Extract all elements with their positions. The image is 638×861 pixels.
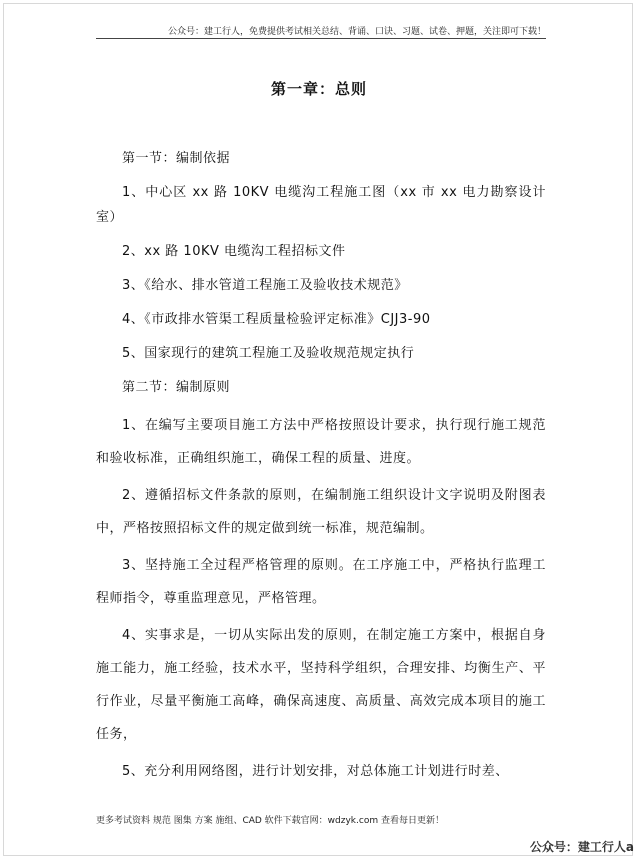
watermark: 公众号：建工行人a (529, 840, 634, 854)
list-item: 2、遵循招标文件条款的原则，在编制施工组织设计文字说明及附图表中，严格按照招标文件的规定做到统一标准，规范编制。 (96, 488, 546, 536)
list-item: 5、充分利用网络图，进行计划安排，对总体施工计划进行时差、 (122, 764, 509, 779)
list-item: 3、坚持施工全过程严格管理的原则。在工序施工中，严格执行监理工程师指令，尊重监理意见，严格管理。 (96, 558, 546, 606)
list-item: 4、《市政排水管渠工程质量检验评定标准》CJJ3-90 (122, 312, 431, 327)
header-note: 公众号：建工行人，免费提供考试相关总结、背诵、口诀、习题、试卷、押题，关注即可下载！ (167, 27, 546, 37)
document-body (96, 146, 546, 792)
list-item: 5、国家现行的建筑工程施工及验收规范规定执行 (122, 346, 415, 361)
chapter-title: 第一章：总则 (270, 80, 367, 98)
list-item: 3、《给水、排水管道工程施工及验收技术规范》 (122, 278, 408, 293)
section-heading: 第一节：编制依据 (122, 151, 231, 166)
footer-note: 更多考试资料 规范 图集 方案 施组、CAD 软件下载官网：wdzyk.com 查看每日更新！ (96, 816, 444, 826)
list-item: 2、xx 路 10KV 电缆沟工程招标文件 (122, 244, 346, 259)
section-heading: 第二节：编制原则 (122, 380, 231, 395)
list-item: 1、中心区 xx 路 10KV 电缆沟工程施工图（xx 市 xx 电力勘察设计室） (96, 185, 546, 225)
list-item: 4、实事求是，一切从实际出发的原则，在制定施工方案中，根据自身施工能力，施工经验，技术水平，坚持科学组织，合理安排、均衡生产、平行作业，尽量平衡施工高峰，确保高速度、高质量、高效完成本项目的施工任务， (96, 628, 546, 742)
list-item: 1、在编写主要项目施工方法中严格按照设计要求，执行现行施工规范和验收标准，正确组织施工，确保工程的质量、进度。 (96, 418, 546, 466)
header-rule (96, 38, 546, 39)
